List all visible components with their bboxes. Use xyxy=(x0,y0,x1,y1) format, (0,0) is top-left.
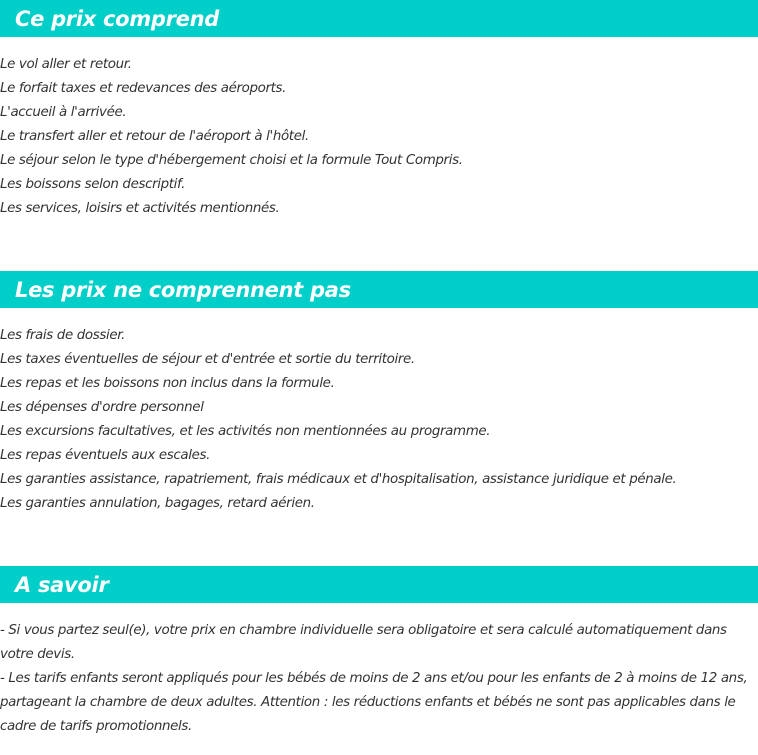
included-section xyxy=(0,0,758,221)
excluded-title: Les prix ne comprennent pas xyxy=(15,277,351,302)
list-item: Les garanties annulation, bagages, retard aérien. xyxy=(0,496,315,511)
list-item: Les boissons selon descriptif. xyxy=(0,177,186,192)
list-item: Le forfait taxes et redevances des aéroports. xyxy=(0,81,287,96)
list-item: Le séjour selon le type d'hébergement choisi et la formule Tout Compris. xyxy=(0,153,463,168)
list-item: Les services, loisirs et activités mentionnés. xyxy=(0,201,280,216)
excluded-section xyxy=(0,271,758,516)
list-item: Les excursions facultatives, et les activités non mentionnées au programme. xyxy=(0,424,491,439)
list-item: Les taxes éventuelles de séjour et d'entrée et sortie du territoire. xyxy=(0,352,415,367)
excluded-header xyxy=(0,271,758,308)
list-item: Les frais de dossier. xyxy=(0,328,126,343)
good-to-know-title: A savoir xyxy=(15,572,109,597)
good-to-know-header xyxy=(0,566,758,603)
included-title: Ce prix comprend xyxy=(15,6,219,31)
children-rates-note: - Les tarifs enfants seront appliqués pour les bébés de moins de 2 ans et/ou pour les enfants de 2 à moins de 12 ans, partageant la chambre de deux adultes. Attention : les réductions enfants et bébés ne sont pas applicables dans le cadre de tarifs promotionnels. xyxy=(0,671,748,734)
list-item: Les dépenses d'ordre personnel xyxy=(0,400,204,415)
list-item: Le transfert aller et retour de l'aéroport à l'hôtel. xyxy=(0,129,309,144)
list-item: L'accueil à l'arrivée. xyxy=(0,105,127,120)
included-list xyxy=(0,53,758,221)
single-traveler-note: - Si vous partez seul(e), votre prix en chambre individuelle sera obligatoire et sera calculé automatiquement dans votre devis. xyxy=(0,623,727,662)
list-item: Les garanties assistance, rapatriement, frais médicaux et d'hospitalisation, assistance juridique et pénale. xyxy=(0,472,677,487)
included-header xyxy=(0,0,758,37)
good-to-know-section xyxy=(0,566,758,739)
list-item: Les repas éventuels aux escales. xyxy=(0,448,211,463)
list-item: Les repas et les boissons non inclus dans la formule. xyxy=(0,376,335,391)
excluded-list xyxy=(0,324,758,516)
list-item: Le vol aller et retour. xyxy=(0,57,132,72)
